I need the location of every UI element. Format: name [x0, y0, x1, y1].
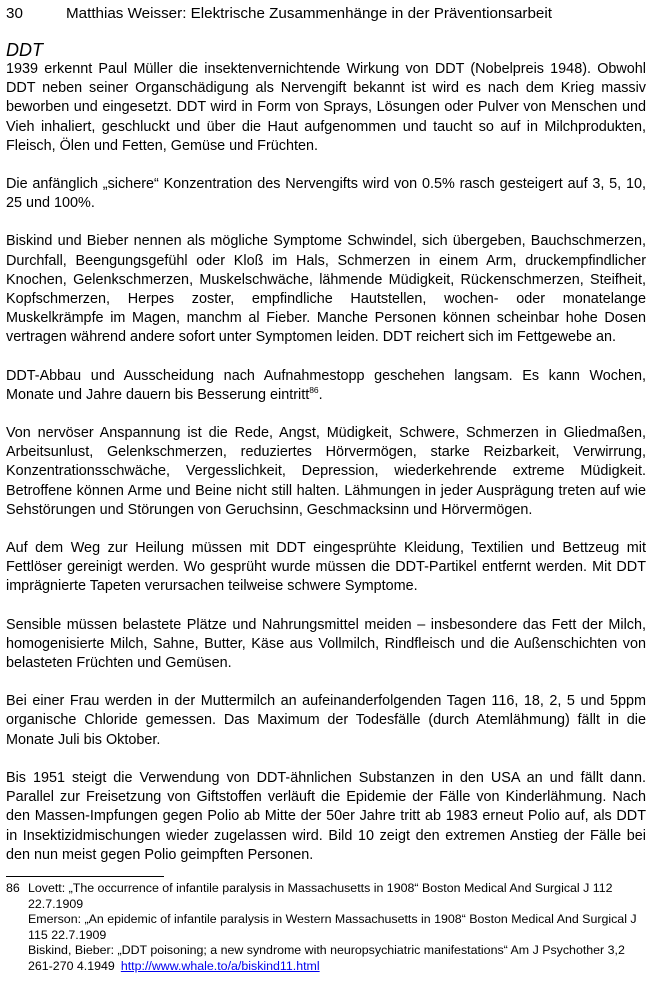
source-link[interactable]: http://www.whale.to/a/biskind11.html [120, 958, 320, 973]
footnote-entry-lovett: Lovett: „The occurrence of infantile paralysis in Massachusetts in 1908“ Boston Medical And Surgical J 112 22.7.1909 [28, 880, 613, 911]
document-page [6, 4, 646, 974]
footnote-reference[interactable]: 86 [309, 385, 319, 396]
paragraph-6: Auf dem Weg zur Heilung müssen mit DDT eingesprühte Kleidung, Textilien und Bettzeug mit Fettlöser gereinigt werden. Wo gesprüht wurde müssen die DDT-Partikel entfernt werden. Mit DDT imprägnierte Tapeten verursachen teilweise schwere Symptome. [6, 540, 646, 595]
paragraph-9: Bis 1951 steigt die Verwendung von DDT-ähnlichen Substanzen in den USA an und fällt dann. Parallel zur Freisetzung von Giftstoffen verläuft die Epidemie der Fälle von Kinderlähmung. Nach den Massen-Impfungen gegen Polio ab Mitte der 50er Jahre tritt ab 1983 erneut Polio auf, als DDT in Insektizidmischungen wieder zugelassen wird. Bild 10 zeigt den extremen Anstieg der Fälle bei den nun meist gegen Polio geimpften Personen. [6, 769, 646, 863]
paragraph-8: Bei einer Frau werden in der Muttermilch an aufeinanderfolgenden Tagen 116, 18, 2, 5 und 5ppm organische Chloride gemessen. Das Maximum der Todesfälle (durch Atemlähmung) fällt in die Monate Juli bis Oktober. [6, 693, 646, 748]
paragraph-4 [6, 367, 646, 405]
running-header [6, 4, 646, 24]
paragraph-1: 1939 erkennt Paul Müller die insektenvernichtende Wirkung von DDT (Nobelpreis 1948). Obwohl DDT neben seiner Organschädigung als Nervengift bekannt ist wird es nach dem Krieg massiv beworben und eingesetzt. DDT wird in Form von Sprays, Lösungen oder Pulver von Menschen und Vieh inhaliert, geschluckt und über die Haut aufgenommen und taucht so auf in Milchprodukten, Fleisch, Ölen und Fetten, Gemüse und Früchten. [6, 61, 646, 154]
page-number: 30 [6, 5, 23, 22]
paragraph-5: Von nervöser Anspannung ist die Rede, Angst, Müdigkeit, Schwere, Schmerzen in Gliedmaßen, Arbeitsunlust, Gelenkschmerzen, reduziertes Hörvermögen, starke Reizbarkeit, Verwirrung, Konzentrationsschwäche, Vergesslichkeit, Depression, wiederkehrende extreme Müdigkeit. Betroffene können Arme und Beine nicht still halten. Lähmungen in jeder Ausprägung treten auf wie Sehstörungen und Störungen von Geruchsinn, Geschmacksinn und Hörvermögen. [6, 425, 646, 518]
section-title: DDT [6, 40, 43, 60]
footnote [6, 881, 646, 975]
footnote-entry-emerson: Emerson: „An epidemic of infantile paralysis in Western Massachusetts in 1908“ Boston Medical And Surgical J 115 22.7.1909 [28, 912, 637, 942]
paragraph-3: Biskind und Bieber nennen als mögliche Symptome Schwindel, sich übergeben, Bauchschmerzen, Durchfall, Beengungsgefühl oder Kloß im Hals, Schmerzen in einem Arm, druckempfindlicher Knochen, Gelenkschmerzen, Muskelschwäche, lähmende Müdigkeit, Rückenschmerzen, Steifheit, Kopfschmerzen, Herpes zoster, empfindliche Hautstellen, wochen- oder monatelange Muskelkrämpfe im Magen, manchm al Fieber. Manche Personen können scheinbar hohe Dosen vertragen während andere sofort unter Symptomen leiden. DDT reichert sich im Fettgewebe an. [6, 233, 646, 346]
footnote-separator [6, 876, 164, 877]
paragraph-2: Die anfänglich „sichere“ Konzentration des Nervengifts wird von 0.5% rasch gesteigert auf 3, 5, 10, 25 und 100%. [6, 176, 646, 212]
running-title: Matthias Weisser: Elektrische Zusammenhänge in der Präventionsarbeit [66, 5, 552, 22]
footnote-number: 86 [6, 880, 20, 895]
footnote-body [28, 881, 646, 975]
paragraph-4-text: DDT-Abbau und Ausscheidung nach Aufnahmestopp geschehen langsam. Es kann Wochen, Monate und Jahre dauern bis Besserung eintritt [6, 367, 646, 403]
footnote-entry-biskind [28, 943, 646, 974]
paragraph-7: Sensible müssen belastete Plätze und Nahrungsmittel meiden – insbesondere das Fett der Milch, homogenisierte Milch, Sahne, Butter, Käse aus Vollmilch, Rindfleisch und die Außenschichten von belasteten Früchten und Gemüsen. [6, 616, 646, 672]
paragraph-4-end: . [318, 386, 323, 403]
footnote-entry-biskind-text: Biskind, Bieber: „DDT poisoning; a new syndrome with neuropsychiatric manifestations“ Am J Psychother 3,2 261-270 4.1949 [28, 943, 625, 973]
